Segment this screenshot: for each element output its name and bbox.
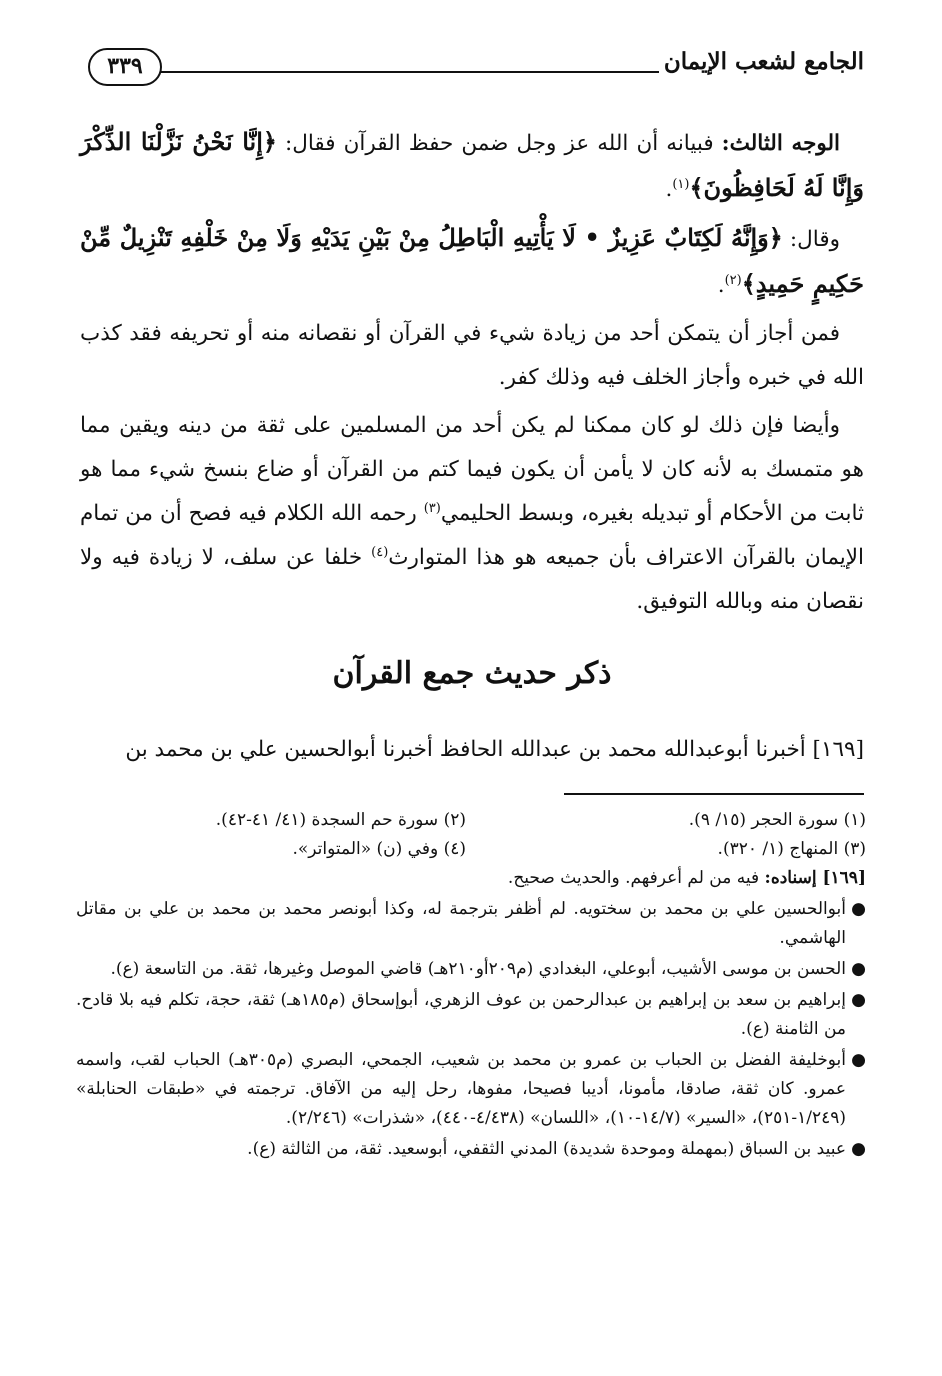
bullet-icon: ●	[851, 959, 866, 979]
narrator-note	[76, 955, 866, 984]
bullet-icon: ●	[851, 990, 866, 1010]
paragraph-text: وقال:	[782, 227, 841, 252]
isnad-text: فيه من لم أعرفهم. والحديث صحيح.	[507, 868, 765, 888]
paragraph-end: .	[665, 177, 673, 202]
main-text	[80, 120, 864, 628]
bullet-icon: ●	[851, 1050, 866, 1070]
paragraph-text: وأيضا فإن ذلك لو كان ممكنا لم يكن أحد من المسلمين على ثقة من دينه ويقين مما هو متمسك به لأنه كان لا يأمن أن يكون فيما كتم من القرآن أو ضاع بنسخ شيء مما هو ثابت من الأحكام أو تبديله بغيره، وبسط الحليمي	[80, 413, 865, 526]
paragraph-third-aspect	[80, 120, 864, 212]
footnotes	[76, 806, 866, 1164]
quran-verse: ﴿إِنَّا نَحْنُ نَزَّلْنَا الذِّكْرَ وَإِنَّا لَهُ لَحَافِظُونَ﴾	[80, 127, 864, 202]
footnote-ref-1[interactable]: (١)	[672, 176, 690, 192]
footnote-separator	[564, 793, 864, 795]
quran-verse: ﴿وَإِنَّهُ لَكِتَابٌ عَزِيزٌ • لَا يَأْتِيهِ الْبَاطِلُ مِنْ بَيْنِ يَدَيْهِ وَلَا مِنْ خَلْفِهِ تَنْزِيلٌ مِّنْ حَكِيمٍ حَمِيدٍ﴾	[80, 223, 864, 298]
footnote-grid	[76, 806, 866, 864]
narrator-note-text: إبراهيم بن سعد بن إبراهيم بن عبدالرحمن بن عوف الزهري، أبوإسحاق (م١٨٥هـ) ثقة، حجة، تكلم فيه بلا قادح. من الثامنة (ع).	[76, 990, 846, 1039]
narrator-note-text: عبيد بن السباق (بمهملة وموحدة شديدة) المدني الثقفي، أبوسعيد. ثقة، من الثالثة (ع).	[247, 1139, 846, 1159]
section-title: ذكر حديث جمع القرآن	[332, 656, 612, 691]
page-number: ٣٣٩	[88, 48, 162, 86]
footnote-ref-2[interactable]: (٢)	[724, 272, 742, 288]
bullet-icon: ●	[851, 899, 866, 919]
hadith-isnad-start: [١٦٩] أخبرنا أبوعبدالله محمد بن عبدالله الحافظ أخبرنا أبوالحسين علي بن محمد بن	[125, 737, 864, 762]
narrator-note-text: أبوخليفة الفضل بن الحباب بن عمرو بن محمد بن شعيب، الجمحي، البصري (م٣٠٥هـ) الحباب لقب، واسمه عمرو. كان ثقة، صادقا، مأمونا، أديبا فصيحا، مفوها، رحل إليه من الآفاق. ترجمته في «طبقات الحنابلة» (١/٢٤٩-٢٥١)، «السير» (١٤/٧-١٠)، «اللسان» (٤/٤٣٨-٤٤٠)، «شذرات» (٢/٢٤٦).	[76, 1050, 846, 1128]
narrator-note-text: الحسن بن موسى الأشيب، أبوعلي، البغدادي (م٢٠٩أو٢١٠هـ) قاضي الموصل وغيرها، ثقة. من التاسعة (ع).	[110, 959, 846, 979]
narrator-note	[76, 1135, 866, 1164]
isnad-note	[76, 864, 866, 893]
narrator-note	[76, 1046, 866, 1133]
footnote-3: (٣) المنهاج (١/ ٣٢٠).	[717, 839, 866, 859]
bullet-icon: ●	[851, 1139, 866, 1159]
paragraph-second-verse	[80, 216, 864, 308]
narrator-note	[76, 895, 866, 953]
page-header	[88, 40, 864, 100]
aspect-heading: الوجه الثالث:	[721, 131, 840, 156]
header-rule	[160, 71, 659, 73]
footnote-2: (٢) سورة حم السجدة (٤١/ ٤١-٤٢).	[215, 810, 466, 830]
paragraph-kufr: فمن أجاز أن يتمكن أحد من زيادة شيء في القرآن أو نقصانه منه أو تحريفه فقد كذب الله في خبره وأجاز الخلف فيه وذلك كفر.	[80, 321, 864, 390]
narrator-note-text: أبوالحسين علي بن محمد بن سختويه. لم أظفر بترجمة له، وكذا أبونصر محمد بن محمد بن علي بن مقاتل الهاشمي.	[76, 899, 846, 948]
running-title: الجامع لشعب الإيمان	[663, 48, 864, 75]
paragraph-text: رحمه الله الكلام فيه فصح أن من تمام الإيمان بالقرآن الاعتراف بأن جميعه هو هذا المتوارث	[80, 501, 864, 570]
footnote-ref-4[interactable]: (٤)	[371, 544, 389, 560]
paragraph-text: فبيانه أن الله عز وجل ضمن حفظ القرآن فقال:	[276, 131, 722, 156]
footnote-ref-3[interactable]: (٣)	[423, 500, 441, 516]
paragraph-end: .	[717, 273, 725, 298]
paragraph-also	[80, 404, 864, 624]
footnote-4: (٤) وفي (ن) «المتواتر».	[292, 839, 466, 859]
footnote-1: (١) سورة الحجر (١٥/ ٩).	[688, 810, 866, 830]
narrator-note	[76, 986, 866, 1044]
paragraph-text: خلفا عن سلف، لا زيادة فيه ولا نقصان منه وبالله التوفيق.	[80, 545, 864, 614]
isnad-label: [١٦٩] إسناده:	[764, 868, 866, 888]
